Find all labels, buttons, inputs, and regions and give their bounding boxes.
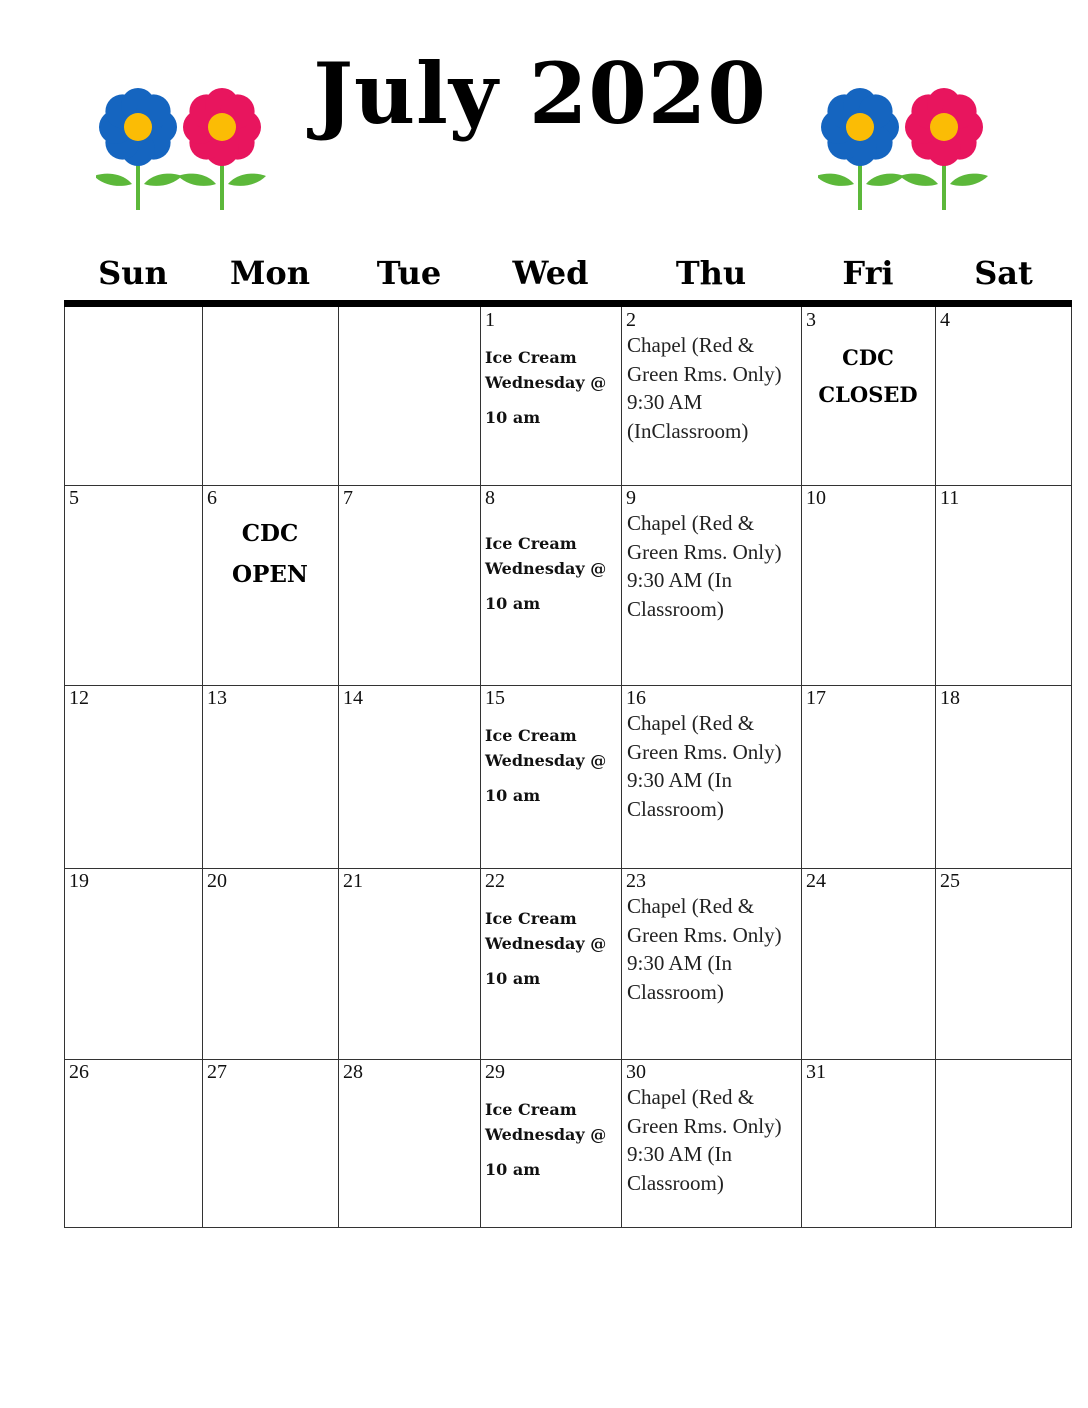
status-badge: CLOSED	[818, 382, 918, 407]
event-text: 10 am	[485, 408, 541, 427]
day-cell	[935, 685, 1072, 868]
day-number: 20	[207, 870, 227, 892]
event-text: Ice Cream	[485, 1100, 577, 1119]
event-text: Ice Cream	[485, 348, 577, 367]
day-cell	[621, 868, 801, 1059]
day-cell	[338, 685, 480, 868]
day-cell	[801, 307, 935, 485]
day-cell	[202, 685, 338, 868]
day-cell	[621, 1059, 801, 1228]
chapel-event: Chapel (Red & Green Rms. Only) 9:30 AM (In Classroom)	[627, 511, 782, 621]
day-number: 17	[806, 687, 826, 709]
day-cell	[621, 685, 801, 868]
day-cell	[338, 307, 480, 485]
ice-cream-event	[485, 723, 617, 808]
day-number: 18	[940, 687, 960, 709]
weekday-mon: Mon	[229, 254, 311, 292]
day-cell	[202, 307, 338, 485]
day-number: 22	[485, 870, 505, 892]
day-number: 15	[485, 687, 505, 709]
day-number: 14	[343, 687, 363, 709]
day-number: 7	[343, 487, 353, 509]
day-number: 19	[69, 870, 89, 892]
event-text: Wednesday @	[485, 1125, 607, 1144]
day-cell	[202, 868, 338, 1059]
event-text: Wednesday @	[485, 373, 607, 392]
day-number: 9	[626, 487, 636, 509]
event-text: 10 am	[485, 1160, 541, 1179]
day-cell	[935, 485, 1072, 685]
event-text: Ice Cream	[485, 726, 577, 745]
day-number: 8	[485, 487, 495, 509]
day-number: 23	[626, 870, 646, 892]
calendar-title: July 2020	[313, 44, 767, 143]
flowers-right-icon	[818, 86, 988, 216]
event-text: Wednesday @	[485, 751, 607, 770]
day-cell	[801, 1059, 935, 1228]
event-text: 10 am	[485, 594, 541, 613]
day-cell	[801, 685, 935, 868]
weekday-tue: Tue	[376, 254, 442, 292]
day-number: 13	[207, 687, 227, 709]
day-number: 25	[940, 870, 960, 892]
status-badge: CDC	[241, 520, 299, 547]
day-number: 27	[207, 1061, 227, 1083]
day-number: 16	[626, 687, 646, 709]
day-number: 11	[940, 487, 960, 509]
day-cell	[64, 485, 202, 685]
day-cell	[621, 485, 801, 685]
event-text: Wednesday @	[485, 559, 607, 578]
day-cell	[64, 685, 202, 868]
weekday-thu: Thu	[675, 254, 747, 292]
weekday-sat: Sat	[974, 254, 1033, 292]
weekday-wed: Wed	[512, 254, 589, 292]
day-number: 30	[626, 1061, 646, 1083]
day-cell	[480, 485, 621, 685]
day-number: 28	[343, 1061, 363, 1083]
day-cell	[338, 1059, 480, 1228]
chapel-event: Chapel (Red & Green Rms. Only) 9:30 AM (In Classroom)	[627, 1085, 782, 1195]
chapel-event: Chapel (Red & Green Rms. Only) 9:30 AM (In Classroom)	[627, 894, 782, 1004]
event-text: 10 am	[485, 969, 541, 988]
day-cell	[202, 1059, 338, 1228]
day-cell	[480, 1059, 621, 1228]
day-cell	[338, 868, 480, 1059]
day-cell	[935, 868, 1072, 1059]
status-badge: CDC	[842, 345, 894, 370]
event-text: Wednesday @	[485, 934, 607, 953]
header-divider	[64, 300, 1072, 307]
day-number: 26	[69, 1061, 89, 1083]
day-cell	[338, 485, 480, 685]
day-number: 24	[806, 870, 826, 892]
day-cell	[480, 685, 621, 868]
day-cell	[935, 1059, 1072, 1228]
ice-cream-event	[485, 1097, 617, 1182]
ice-cream-event	[485, 345, 617, 430]
day-cell	[64, 1059, 202, 1228]
day-number: 5	[69, 487, 79, 509]
event-text: 10 am	[485, 786, 541, 805]
day-cell	[64, 307, 202, 485]
day-cell	[621, 307, 801, 485]
day-number: 2	[626, 309, 636, 331]
day-number: 3	[806, 309, 816, 331]
event-text: Ice Cream	[485, 909, 577, 928]
day-cell	[935, 307, 1072, 485]
day-cell	[801, 485, 935, 685]
status-badge: OPEN	[232, 561, 308, 588]
day-cell	[480, 307, 621, 485]
day-number: 21	[343, 870, 363, 892]
day-number: 10	[806, 487, 826, 509]
day-cell	[801, 868, 935, 1059]
day-number: 4	[940, 309, 950, 331]
day-number: 6	[207, 487, 217, 509]
event-text: Ice Cream	[485, 534, 577, 553]
ice-cream-event	[485, 906, 617, 991]
day-number: 29	[485, 1061, 505, 1083]
day-cell	[480, 868, 621, 1059]
chapel-event: Chapel (Red & Green Rms. Only) 9:30 AM (In Classroom)	[627, 711, 782, 821]
weekday-sun: Sun	[98, 254, 168, 292]
day-cell	[64, 868, 202, 1059]
weekday-fri: Fri	[842, 254, 894, 292]
day-number: 31	[806, 1061, 826, 1083]
day-cell	[202, 485, 338, 685]
day-number: 12	[69, 687, 89, 709]
ice-cream-event	[485, 531, 617, 616]
chapel-event: Chapel (Red & Green Rms. Only) 9:30 AM (InClassroom)	[627, 333, 782, 443]
flowers-left-icon	[96, 86, 266, 216]
day-number: 1	[485, 309, 495, 331]
